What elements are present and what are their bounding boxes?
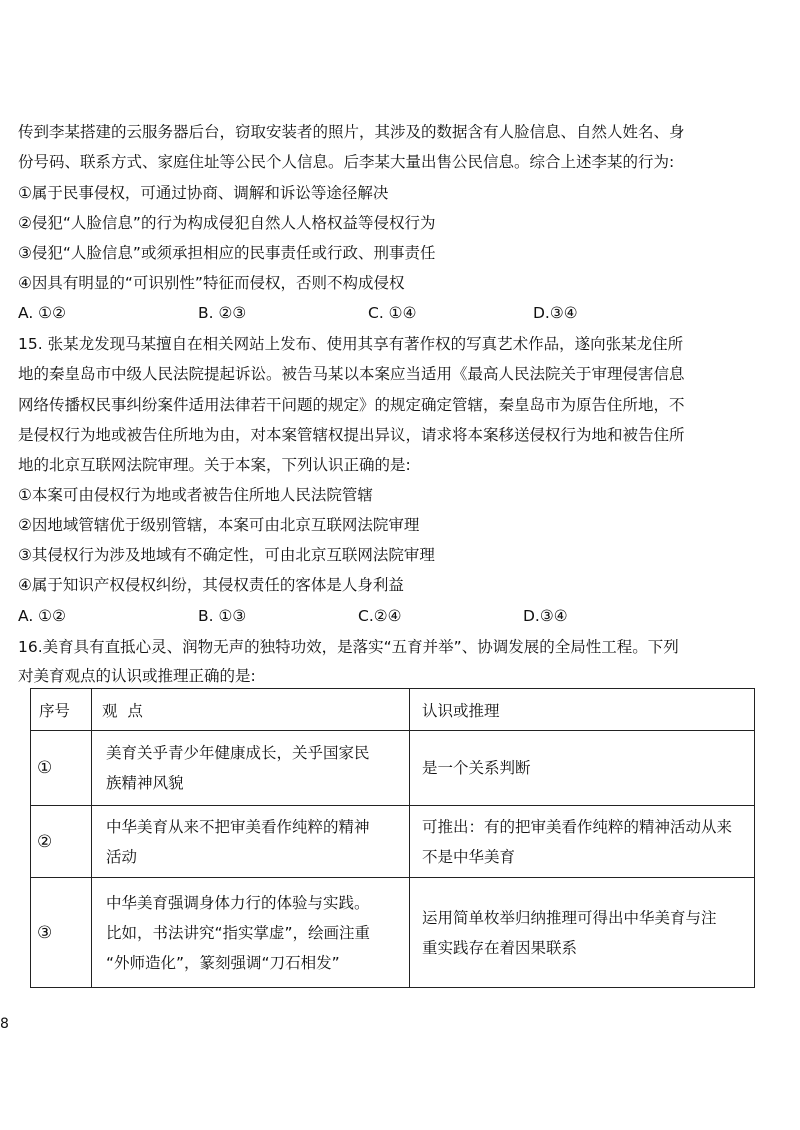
q15-statement-1: ①本案可由侵权行为地或者被告住所地人民法院管辖 bbox=[18, 486, 373, 504]
q14-statement-1: ①属于民事侵权，可通过协商、调解和诉讼等途径解决 bbox=[18, 184, 389, 202]
q15-text-line-2: 地的秦皇岛市中级人民法院提起诉讼。被告马某以本案应当适用《最高人民法院关于审理侵害信息 bbox=[18, 365, 685, 383]
row-number: ② bbox=[31, 806, 92, 878]
q14-option-c: C. ①④ bbox=[368, 304, 417, 322]
row-reasoning bbox=[410, 731, 755, 806]
row-view-line: “外师造化”，篆刻强调“刀石相发” bbox=[106, 953, 340, 972]
row-reasoning-line: 运用简单枚举归纳推理可得出中华美育与注 bbox=[422, 908, 717, 927]
row-view-line: 活动 bbox=[106, 847, 138, 866]
row-reasoning-line: 重实践存在着因果联系 bbox=[422, 938, 578, 957]
q16-table bbox=[30, 688, 755, 988]
row-reasoning bbox=[410, 806, 755, 878]
q15-statement-3: ③其侵权行为涉及地域有不确定性，可由北京互联网法院审理 bbox=[18, 546, 435, 564]
row-view-line: 美育关乎青少年健康成长，关乎国家民 bbox=[106, 744, 370, 762]
header-reasoning: 认识或推理 bbox=[410, 689, 755, 731]
row-reasoning-line: 可推出：有的把审美看作纯粹的精神活动从来 bbox=[422, 817, 733, 836]
q15-text-line-1: 15. 张某龙发现马某擅自在相关网站上发布、使用其享有著作权的写真艺术作品，遂向张某龙住所 bbox=[18, 335, 684, 353]
page-number: 8 bbox=[0, 1016, 9, 1032]
row-reasoning-line: 不是中华美育 bbox=[422, 847, 516, 866]
row-view bbox=[92, 806, 410, 878]
row-reasoning-line: 是一个关系判断 bbox=[422, 759, 531, 777]
row-number: ① bbox=[31, 731, 92, 806]
row-view-line: 中华美育强调身体力行的体验与实践。 bbox=[106, 893, 370, 912]
q15-option-a: A. ①② bbox=[18, 607, 66, 625]
q15-text-line-4: 是侵权行为地或被告住所地为由，对本案管辖权提出异议，请求将本案移送侵权行为地和被告住所 bbox=[18, 426, 685, 444]
row-number: ③ bbox=[31, 878, 92, 988]
q15-option-b: B. ①③ bbox=[198, 607, 247, 625]
row-view bbox=[92, 731, 410, 806]
row-view bbox=[92, 878, 410, 988]
q14-text-line-2: 份号码、联系方式、家庭住址等公民个人信息。后李某大量出售公民信息。综合上述李某的行为: bbox=[18, 153, 675, 171]
q16-text-line-1: 16.美育具有直抵心灵、润物无声的独特功效，是落实“五育并举”、协调发展的全局性工程。下列 bbox=[18, 638, 679, 656]
q14-option-d: D.③④ bbox=[533, 304, 578, 322]
table-header-row bbox=[31, 689, 755, 731]
row-view-line: 比如，书法讲究“指实掌虚”，绘画注重 bbox=[106, 923, 371, 942]
q15-options bbox=[18, 606, 772, 626]
q15-statement-2: ②因地域管辖优于级别管辖，本案可由北京互联网法院审理 bbox=[18, 516, 420, 534]
q14-options bbox=[18, 303, 772, 323]
header-number: 序号 bbox=[31, 689, 92, 731]
row-reasoning bbox=[410, 878, 755, 988]
q14-statement-3: ③侵犯“人脸信息”或须承担相应的民事责任或行政、刑事责任 bbox=[18, 244, 436, 262]
table-row bbox=[31, 806, 755, 878]
q14-option-b: B. ②③ bbox=[198, 304, 247, 322]
q15-text-line-5: 地的北京互联网法院审理。关于本案，下列认识正确的是: bbox=[18, 456, 411, 474]
table-row bbox=[31, 878, 755, 988]
header-view: 观 点 bbox=[92, 689, 410, 731]
q16-text-line-2: 对美育观点的认识或推理正确的是: bbox=[18, 667, 256, 685]
q15-option-d: D.③④ bbox=[523, 607, 568, 625]
row-view-line: 中华美育从来不把审美看作纯粹的精神 bbox=[106, 817, 370, 836]
q15-option-c: C.②④ bbox=[358, 607, 402, 625]
q14-text-line-1: 传到李某搭建的云服务器后台，窃取安装者的照片，其涉及的数据含有人脸信息、自然人姓名、身 bbox=[18, 123, 685, 141]
q15-statement-4: ④属于知识产权侵权纠纷，其侵权责任的客体是人身利益 bbox=[18, 576, 404, 594]
table-row bbox=[31, 731, 755, 806]
q14-option-a: A. ①② bbox=[18, 304, 66, 322]
q15-text-line-3: 网络传播权民事纠纷案件适用法律若干问题的规定》的规定确定管辖，秦皇岛市为原告住所地，不 bbox=[18, 396, 685, 414]
row-view-line: 族精神风貌 bbox=[106, 774, 184, 792]
q14-statement-4: ④因具有明显的“可识别性”特征而侵权，否则不构成侵权 bbox=[18, 274, 405, 292]
q14-statement-2: ②侵犯“人脸信息”的行为构成侵犯自然人人格权益等侵权行为 bbox=[18, 214, 436, 232]
